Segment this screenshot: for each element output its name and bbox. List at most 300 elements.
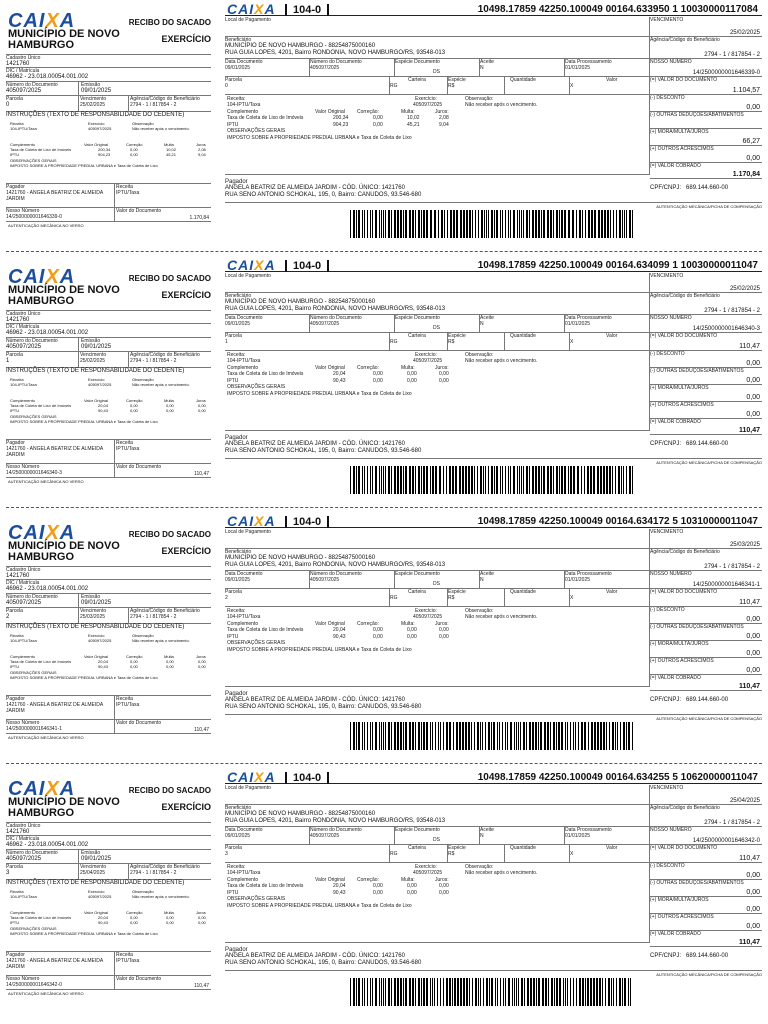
barcode-bar — [439, 466, 441, 494]
barcode-bar — [446, 722, 448, 750]
dic-matricula-box: DIC / Matrícula 46962 - 23.018.00054.001.002 — [6, 836, 211, 850]
nosso-numero-value: 14/2500000001646341-1 — [6, 726, 62, 732]
barcode-bar — [584, 466, 585, 494]
barcode-bar — [500, 978, 501, 1006]
vencimento-cell: VENCIMENTO 25/03/2025 — [650, 529, 760, 548]
valor-documento-ficha-value: 110,47 — [739, 855, 760, 862]
valor-documento-box: Valor do Documento 1.170,84 — [116, 208, 209, 221]
vencimento-box: Vencimento 25/03/2025 — [78, 608, 128, 624]
barcode-bar — [394, 466, 396, 494]
barcode-bar — [596, 978, 598, 1006]
vencimento-ficha-value: 25/02/2025 — [729, 30, 760, 36]
barcode-bar — [594, 210, 596, 238]
barcode-bar — [535, 210, 537, 238]
vencimento-cell: VENCIMENTO 25/04/2025 — [650, 785, 760, 804]
pagador-ficha: Pagador ANGELA BEATRIZ DE ALMEIDA JARDIM - CÓD. ÚNICO: 1421760 RUA SENO ANTONIO SCHOKAL, 195, 0, Bairro: CANUDOS, 93.546-680 CPF/CNPJ: 689.144.660-00 — [225, 435, 762, 459]
barcode-bar — [486, 978, 488, 1006]
barcode-bar — [353, 722, 355, 750]
barcode-bar — [423, 466, 425, 494]
barcode-bar — [615, 466, 616, 494]
barcode-bar — [446, 978, 448, 1006]
valor-cobrado-value: 110,47 — [738, 683, 760, 690]
data-processamento-cell: Data Processamento 01/01/2025 — [565, 827, 650, 845]
quantidade-cell: Quantidade — [505, 333, 570, 351]
receita-value: IPTU/Taxa — [116, 446, 140, 452]
instrucoes-ficha: Receita: Exercício: Observação: 104-IPTU/Taxa 405097/2025 Não receber após o vencimento. Complemento Valor Original Correção: Multa: Juros: Taxa de Coleta de Lixo de Imóveis 20,04 0,00 0,00 0,00 IPTU 90,43 0,00 0,00 0,00 OBSERVAÇÕES GERAIS IMPOSTO SOBRE A PROPRIEDADE PREDIAL URBANA e Taxa de Coleta de Lixo — [225, 863, 650, 943]
barcode-bar — [462, 466, 464, 494]
outros-acrescimos-value: 0,00 — [746, 923, 760, 930]
barcode-bar — [517, 210, 518, 238]
barcode-bar — [626, 722, 627, 750]
barcode-bar — [480, 978, 481, 1006]
barcode-bar — [421, 466, 422, 494]
barcode-bar — [381, 210, 382, 238]
parcela-ficha-value: 2 — [225, 595, 228, 601]
barcode-bar — [394, 722, 396, 750]
barcode-bar — [394, 210, 396, 238]
barcode-bar — [535, 722, 537, 750]
barcode-bar — [591, 210, 593, 238]
barcode-bar — [450, 210, 452, 238]
valor-documento-value: 110,47 — [194, 727, 209, 733]
barcode-bar — [397, 466, 399, 494]
barcode-bar — [403, 722, 404, 750]
barcode-bar — [607, 210, 609, 238]
pagador-address: RUA SENO ANTONIO SCHOKAL, 195, 0, Bairro: CANUDOS, 93.546-680 — [225, 448, 422, 454]
barcode-bar — [474, 722, 475, 750]
barcode-bar — [603, 722, 605, 750]
barcode-bar — [482, 722, 483, 750]
barcode-bar — [434, 978, 435, 1006]
barcode-bar — [462, 722, 464, 750]
barcode-bar — [412, 722, 414, 750]
barcode-bar — [616, 210, 617, 238]
autenticacao-ficha: AUTENTICAÇÃO MECÂNICA/FICHA DE COMPENSAÇÃO — [656, 204, 762, 209]
municipio-name: MUNICÍPIO DE NOVO HAMBURGO — [8, 796, 120, 819]
agencia-ficha-value: 2794 - 1 / 817854 - 2 — [704, 52, 760, 58]
barcode-bar — [449, 466, 451, 494]
receita-box: Receita IPTU/Taxa — [114, 440, 211, 464]
barcode-bar — [418, 210, 420, 238]
barcode-bar — [358, 466, 360, 494]
cadastro-unico-box: Cadastro Único 1421760 — [6, 310, 211, 324]
instrucoes-box: INSTRUÇÕES (TEXTO DE RESPONSABILIDADE DO CEDENTE) Receita Exercício Observação 104-IPTU/Taxa 405097/2025 Não receber após o vencimento. Complemento Valor Original Correção Multa Juros Taxa de Coleta de Lixo de Imóveis 200,34 0,00 10,02 2,08 IPTU 904,23 0,00 45,21 9,04 OBSERVAÇÕES GERAIS IMPOSTO SOBRE A PROPRIEDADE PREDIAL URBANA e Taxa de Coleta de Lixo — [6, 112, 211, 184]
barcode-bar — [356, 466, 357, 494]
barcode-bar — [438, 722, 439, 750]
barcode-bar — [497, 978, 498, 1006]
barcode-bar — [542, 978, 544, 1006]
cadastro-unico-value: 1421760 — [6, 61, 30, 67]
vencimento-value: 25/02/2025 — [80, 358, 106, 364]
barcode-bar — [437, 978, 438, 1006]
parcela-ficha-value: 1 — [225, 339, 228, 345]
especie-cell: Espécie R$ — [448, 333, 505, 351]
barcode-bar — [529, 210, 530, 238]
barcode-bar — [364, 978, 365, 1006]
barcode-bar — [385, 210, 386, 238]
barcode-bar — [570, 722, 571, 750]
barcode-bar — [435, 466, 437, 494]
barcode-bar — [519, 466, 520, 494]
outros-acrescimos-value: 0,00 — [746, 667, 760, 674]
vencimento-box: Vencimento 25/02/2025 — [78, 352, 128, 368]
especie-value: R$ — [448, 339, 455, 345]
barcode-bar — [350, 466, 351, 494]
barcode-bar — [553, 210, 554, 238]
barcode-bar — [550, 210, 552, 238]
valor-documento-ficha-value: 110,47 — [739, 599, 760, 606]
barcode-bar — [568, 466, 569, 494]
carteira-cell: Carteira RG — [390, 333, 448, 351]
outros-acrescimos-cell: (+) OUTROS ACRÉSCIMOS 0,00 — [650, 402, 760, 418]
payment-slip — [0, 513, 768, 762]
cut-line — [6, 251, 762, 252]
barcode-bar — [403, 210, 404, 238]
valor-cobrado-cell: (=) VALOR COBRADO 110,47 — [650, 675, 760, 690]
barcode-bar — [612, 722, 614, 750]
barcode-bar — [383, 210, 384, 238]
barcode-bar — [426, 978, 428, 1006]
data-processamento-value: 01/01/2025 — [565, 65, 591, 71]
barcode-bar — [367, 466, 368, 494]
nosso-numero-value: 14/2500000001646342-0 — [6, 982, 62, 988]
pagador-box: Pagador 1421760 - ANGELA BEATRIZ DE ALMEIDA JARDIM — [6, 184, 114, 208]
barcode-bar — [485, 466, 486, 494]
data-processamento-value: 01/01/2025 — [565, 577, 591, 583]
barcode-bar — [624, 978, 626, 1006]
barcode-bar — [400, 978, 402, 1006]
agencia-value: 2794 - 1 / 817854 - 2 — [130, 614, 177, 620]
mora-multa-cell: (+) MORA/MULTA/JUROS 0,00 — [650, 385, 760, 401]
barcode-bar — [581, 722, 583, 750]
numero-documento-ficha-value: 405097/2025 — [310, 321, 340, 327]
data-documento-value: 09/01/2025 — [225, 577, 251, 583]
especie-value: R$ — [448, 83, 455, 89]
barcode-bar — [612, 466, 613, 494]
numero-documento-value: 405097/2025 — [6, 856, 42, 862]
barcode-bar — [556, 210, 558, 238]
data-documento-value: 09/01/2025 — [225, 833, 251, 839]
pagador-address: RUA SENO ANTONIO SCHOKAL, 195, 0, Bairro: CANUDOS, 93.546-680 — [225, 704, 422, 710]
especie-documento-value: DS — [433, 581, 440, 587]
barcode-bar — [452, 978, 453, 1006]
nosso-numero-box: Nosso Número 14/2500000001646340-3 — [6, 464, 114, 478]
beneficiario-line1: MUNICÍPIO DE NOVO HAMBURGO - 88254875000160 — [225, 299, 376, 305]
local-pagamento: Local de Pagamento — [225, 529, 650, 549]
desconto-value: 0,00 — [746, 104, 760, 111]
valor-documento-box: Valor do Documento 110,47 — [116, 464, 209, 477]
barcode-bar — [385, 466, 386, 494]
beneficiario-cell: Beneficiário MUNICÍPIO DE NOVO HAMBURGO - 88254875000160 RUA GUIA LOPES, 4201, Bairro RONDONIA, NOVO HAMBURGO/RS, 93548-013 — [225, 805, 650, 827]
barcode-bar — [609, 722, 610, 750]
barcode-bar — [582, 978, 584, 1006]
aceite-cell: Aceite N — [480, 571, 565, 589]
receita-value: IPTU/Taxa — [116, 958, 140, 964]
especie-cell: Espécie R$ — [448, 845, 505, 863]
nosso-numero-box: Nosso Número 14/2500000001646339-0 — [6, 208, 114, 222]
barcode-bar — [367, 722, 368, 750]
data-documento-cell: Data Documento 09/01/2025 — [225, 571, 310, 589]
barcode-bar — [478, 978, 479, 1006]
barcode — [350, 722, 635, 750]
outras-deducoes-cell: (-) OUTRAS DEDUÇÕES/ABATIMENTOS 0,00 — [650, 368, 760, 384]
barcode-bar — [526, 722, 527, 750]
numero-documento-ficha-value: 405097/2025 — [310, 833, 340, 839]
barcode-bar — [514, 722, 515, 750]
barcode-bar — [370, 722, 371, 750]
barcode-bar — [516, 722, 517, 750]
barcode-bar — [567, 978, 568, 1006]
barcode-bar — [502, 466, 503, 494]
instrucoes-title: INSTRUÇÕES (TEXTO DE RESPONSABILIDADE DO CEDENTE) — [6, 112, 185, 118]
barcode-bar — [452, 466, 454, 494]
barcode-bar — [505, 978, 506, 1006]
barcode-bar — [502, 210, 503, 238]
ficha-de-compensacao — [225, 257, 762, 506]
barcode-bar — [358, 722, 360, 750]
numero-documento-cell: Número do Documento 405097/2025 — [310, 827, 395, 845]
aceite-value: N — [480, 577, 484, 583]
cpf-value: 689.144.660-00 — [686, 441, 729, 447]
barcode-bar — [432, 722, 433, 750]
nosso-numero-box: Nosso Número 14/2500000001646341-1 — [6, 720, 114, 734]
barcode-bar — [375, 466, 377, 494]
aceite-value: N — [480, 833, 484, 839]
especie-value: R$ — [448, 595, 455, 601]
beneficiario-cell: Beneficiário MUNICÍPIO DE NOVO HAMBURGO - 88254875000160 RUA GUIA LOPES, 4201, Bairro RONDONIA, NOVO HAMBURGO/RS, 93548-013 — [225, 549, 650, 571]
barcode-bar — [521, 466, 522, 494]
barcode-bar — [587, 466, 589, 494]
barcode-bar — [533, 978, 535, 1006]
dic-matricula-box: DIC / Matrícula 46962 - 23.018.00054.001.002 — [6, 324, 211, 338]
barcode-bar — [400, 210, 402, 238]
barcode-bar — [523, 466, 524, 494]
barcode-bar — [418, 466, 420, 494]
nosso-numero-value: 14/2500000001646340-3 — [6, 470, 62, 476]
caixa-logo: CAIXA — [8, 522, 76, 544]
barcode-bar — [379, 466, 380, 494]
quantidade-cell: Quantidade — [505, 845, 570, 863]
barcode-bar — [435, 722, 436, 750]
carteira-value: RG — [390, 595, 398, 601]
barcode-bar — [440, 978, 441, 1006]
linha-digitavel: 10498.17859 42250.100049 00164.634172 5 10310000011047 — [477, 516, 758, 527]
barcode-bar — [576, 210, 577, 238]
payment-slip — [0, 1, 768, 250]
barcode-bar — [356, 978, 357, 1006]
barcode-bar — [486, 210, 487, 238]
pagador-box: Pagador 1421760 - ANGELA BEATRIZ DE ALMEIDA JARDIM — [6, 696, 114, 720]
barcode-bar — [629, 210, 631, 238]
municipio-name: MUNICÍPIO DE NOVO HAMBURGO — [8, 284, 120, 307]
barcode-bar — [440, 722, 441, 750]
outros-acrescimos-value: 0,00 — [746, 155, 760, 162]
barcode-bar — [375, 722, 377, 750]
barcode-bar — [405, 466, 407, 494]
barcode-bar — [370, 210, 371, 238]
barcode-bar — [600, 466, 602, 494]
valor-documento-cell: (=) VALOR DO DOCUMENTO 1.104,57 — [650, 77, 760, 94]
barcode-bar — [561, 210, 563, 238]
barcode-bar — [510, 722, 512, 750]
barcode-bar — [581, 466, 582, 494]
pagador-ficha: Pagador ANGELA BEATRIZ DE ALMEIDA JARDIM - CÓD. ÚNICO: 1421760 RUA SENO ANTONIO SCHOKAL, 195, 0, Bairro: CANUDOS, 93.546-680 CPF/CNPJ: 689.144.660-00 — [225, 179, 762, 203]
barcode-bar — [532, 722, 534, 750]
barcode-bar — [563, 978, 564, 1006]
barcode-bar — [494, 466, 495, 494]
bank-code: 104-0 — [285, 516, 329, 528]
ficha-de-compensacao — [225, 1, 762, 250]
barcode-bar — [565, 978, 566, 1006]
carteira-cell: Carteira RG — [390, 77, 448, 95]
outras-deducoes-value: 0,00 — [746, 377, 760, 384]
barcode-bar — [480, 466, 482, 494]
aceite-cell: Aceite N — [480, 59, 565, 77]
barcode-bar — [628, 978, 629, 1006]
beneficiario-line2: RUA GUIA LOPES, 4201, Bairro RONDONIA, NOVO HAMBURGO/RS, 93548-013 — [225, 306, 446, 312]
barcode-bar — [446, 466, 447, 494]
barcode-bar — [543, 210, 545, 238]
barcode-bar — [475, 210, 476, 238]
valor-cell: Valor X — [570, 333, 650, 351]
barcode-bar — [496, 466, 498, 494]
barcode-bar — [567, 722, 568, 750]
outros-acrescimos-cell: (+) OUTROS ACRÉSCIMOS 0,00 — [650, 146, 760, 162]
barcode-bar — [599, 978, 601, 1006]
aceite-value: N — [480, 321, 484, 327]
barcode-bar — [358, 210, 360, 238]
barcode-bar — [619, 210, 621, 238]
barcode-bar — [559, 210, 560, 238]
nosso-numero-box: Nosso Número 14/2500000001646342-0 — [6, 976, 114, 990]
autenticacao-ficha: AUTENTICAÇÃO MECÂNICA/FICHA DE COMPENSAÇÃO — [656, 716, 762, 721]
barcode-bar — [628, 722, 630, 750]
parcela-value: 0 — [6, 102, 10, 108]
barcode-bar — [418, 978, 420, 1006]
recibo-title: RECIBO DO SACADO — [128, 786, 211, 795]
emissao-value: 09/01/2025 — [81, 600, 112, 606]
barcode-bar — [415, 978, 416, 1006]
valor-documento-ficha-value: 110,47 — [739, 343, 760, 350]
pagador-address: RUA SENO ANTONIO SCHOKAL, 195, 0, Bairro: CANUDOS, 93.546-680 — [225, 192, 422, 198]
barcode-bar — [438, 210, 439, 238]
cpf-cnpj: CPF/CNPJ: 689.144.660-00 — [650, 185, 729, 191]
barcode-bar — [432, 466, 434, 494]
barcode-bar — [468, 722, 470, 750]
barcode-bar — [397, 722, 399, 750]
desconto-value: 0,00 — [746, 872, 760, 879]
barcode-bar — [598, 210, 600, 238]
barcode-bar — [372, 978, 373, 1006]
barcode-bar — [568, 210, 570, 238]
caixa-logo-small: CAIXA — [227, 257, 276, 273]
recibo-title: RECIBO DO SACADO — [128, 274, 211, 283]
vencimento-ficha-value: 25/04/2025 — [729, 798, 760, 804]
barcode-bar — [620, 722, 621, 750]
barcode-bar — [623, 722, 625, 750]
barcode-bar — [400, 466, 402, 494]
barcode-bar — [604, 210, 606, 238]
nosso-numero-ficha-value: 14/2500000001646340-3 — [692, 326, 760, 332]
barcode-bar — [372, 722, 373, 750]
barcode-bar — [409, 210, 411, 238]
barcode-bar — [385, 978, 386, 1006]
barcode-bar — [536, 978, 537, 1006]
pagador-value: 1421760 - ANGELA BEATRIZ DE ALMEIDA JARDIM — [6, 190, 103, 202]
especie-documento-cell: Espécie Documento DS — [395, 827, 480, 845]
mora-multa-value: 0,00 — [746, 394, 760, 401]
autenticacao-recibo: AUTENTICAÇÃO MECÂNICA NO VERSO — [8, 991, 84, 996]
barcode-bar — [529, 466, 530, 494]
barcode-bar — [575, 722, 576, 750]
numero-documento-cell: Número do Documento 405097/2025 — [310, 571, 395, 589]
barcode-bar — [578, 722, 579, 750]
barcode-bar — [421, 210, 422, 238]
outras-deducoes-cell: (-) OUTRAS DEDUÇÕES/ABATIMENTOS 0,00 — [650, 880, 760, 896]
parcela-value: 2 — [6, 614, 10, 620]
data-documento-cell: Data Documento 09/01/2025 — [225, 59, 310, 77]
instrucoes-box: INSTRUÇÕES (TEXTO DE RESPONSABILIDADE DO CEDENTE) Receita Exercício Observação 104-IPTU/Taxa 405097/2025 Não receber após o vencimento. Complemento Valor Original Correção Multa Juros Taxa de Coleta de Lixo de Imóveis 20,04 0,00 0,00 0,00 IPTU 90,43 0,00 0,00 0,00 OBSERVAÇÕES GERAIS IMPOSTO SOBRE A PROPRIEDADE PREDIAL URBANA e Taxa de Coleta de Lixo — [6, 880, 211, 952]
parcela-box: Parcela 0 — [6, 96, 78, 112]
emissao-box: Emissão 09/01/2025 — [78, 338, 211, 352]
vencimento-value: 25/03/2025 — [80, 614, 106, 620]
barcode-bar — [543, 466, 545, 494]
barcode-bar — [488, 466, 489, 494]
cadastro-unico-value: 1421760 — [6, 573, 30, 579]
parcela-cell: Parcela 3 — [225, 845, 390, 863]
valor-documento-value: 110,47 — [194, 983, 209, 989]
barcode-bar — [454, 978, 456, 1006]
barcode-bar — [379, 978, 380, 1006]
barcode-bar — [403, 978, 404, 1006]
barcode-bar — [421, 978, 422, 1006]
data-documento-cell: Data Documento 09/01/2025 — [225, 315, 310, 333]
barcode-bar — [588, 722, 589, 750]
barcode-bar — [518, 978, 519, 1006]
recibo-do-sacado — [6, 260, 211, 506]
barcode-bar — [460, 978, 462, 1006]
barcode-bar — [381, 466, 382, 494]
pagador-name: ANGELA BEATRIZ DE ALMEIDA JARDIM - CÓD. ÚNICO: 1421760 — [225, 185, 405, 191]
mora-multa-cell: (+) MORA/MULTA/JUROS 0,00 — [650, 641, 760, 657]
barcode-bar — [615, 722, 616, 750]
barcode-bar — [587, 978, 589, 1006]
barcode-bar — [519, 210, 520, 238]
cpf-cnpj: CPF/CNPJ: 689.144.660-00 — [650, 953, 729, 959]
barcode-bar — [553, 466, 554, 494]
bank-code: 104-0 — [285, 772, 329, 784]
barcode-bar — [499, 722, 500, 750]
cadastro-unico-value: 1421760 — [6, 829, 30, 835]
barcode-bar — [372, 466, 373, 494]
payment-slip — [0, 769, 768, 1018]
barcode-bar — [480, 722, 481, 750]
barcode-bar — [379, 722, 380, 750]
barcode-bar — [621, 466, 622, 494]
exercicio-label: EXERCÍCIO — [161, 290, 211, 300]
vencimento-box: Vencimento 25/02/2025 — [78, 96, 128, 112]
barcode-bar — [449, 978, 451, 1006]
pagador-value: 1421760 - ANGELA BEATRIZ DE ALMEIDA JARDIM — [6, 446, 103, 458]
barcode-bar — [362, 722, 363, 750]
especie-cell: Espécie R$ — [448, 77, 505, 95]
valor-documento-box: Valor do Documento 110,47 — [116, 720, 209, 733]
barcode-bar — [573, 722, 574, 750]
barcode-bar — [538, 210, 540, 238]
valor-cobrado-value: 1.170,84 — [732, 171, 760, 178]
pagador-address: RUA SENO ANTONIO SCHOKAL, 195, 0, Bairro: CANUDOS, 93.546-680 — [225, 960, 422, 966]
caixa-logo-small: CAIXA — [227, 769, 276, 785]
